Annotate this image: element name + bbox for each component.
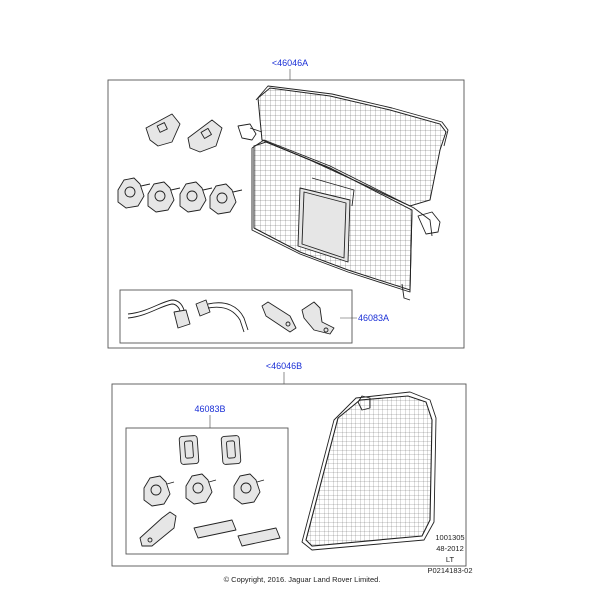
rod-part (128, 300, 190, 328)
cargo-net-part (302, 392, 436, 550)
copyright-notice: © Copyright, 2016. Jaguar Land Rover Limited. (223, 575, 381, 584)
knob-part (234, 474, 264, 504)
bracket-part (302, 302, 334, 334)
knob-part (148, 182, 180, 212)
pad-part (146, 114, 180, 146)
sub-kit-b-callout[interactable]: 46083B (194, 404, 226, 414)
kit-a-group (108, 58, 464, 348)
bracket-part (140, 512, 176, 546)
knob-part (144, 476, 174, 506)
kit-a-callout[interactable]: <46046A (271, 58, 309, 68)
sub-kit-a-callout[interactable]: 46083A (358, 313, 390, 323)
knob-part (210, 184, 242, 214)
knob-part (180, 182, 212, 212)
knob-part (118, 178, 150, 208)
strip-part (194, 520, 236, 538)
clip-part (221, 435, 241, 464)
date-code: 48-2012 (436, 544, 464, 553)
rod-part (196, 300, 248, 332)
kit-b-callout[interactable]: <46046B (265, 361, 303, 371)
pad-part (188, 120, 222, 152)
clip-part (179, 435, 199, 464)
bracket-part (262, 302, 296, 332)
knob-part (186, 474, 216, 504)
reference-number: 1001305 (435, 533, 465, 542)
strip-part (238, 528, 280, 546)
region-code: LT (445, 555, 455, 564)
cargo-guard-part (238, 86, 448, 300)
kit-b-group (112, 361, 466, 566)
illustration-id: P0214183-02 (427, 566, 473, 575)
